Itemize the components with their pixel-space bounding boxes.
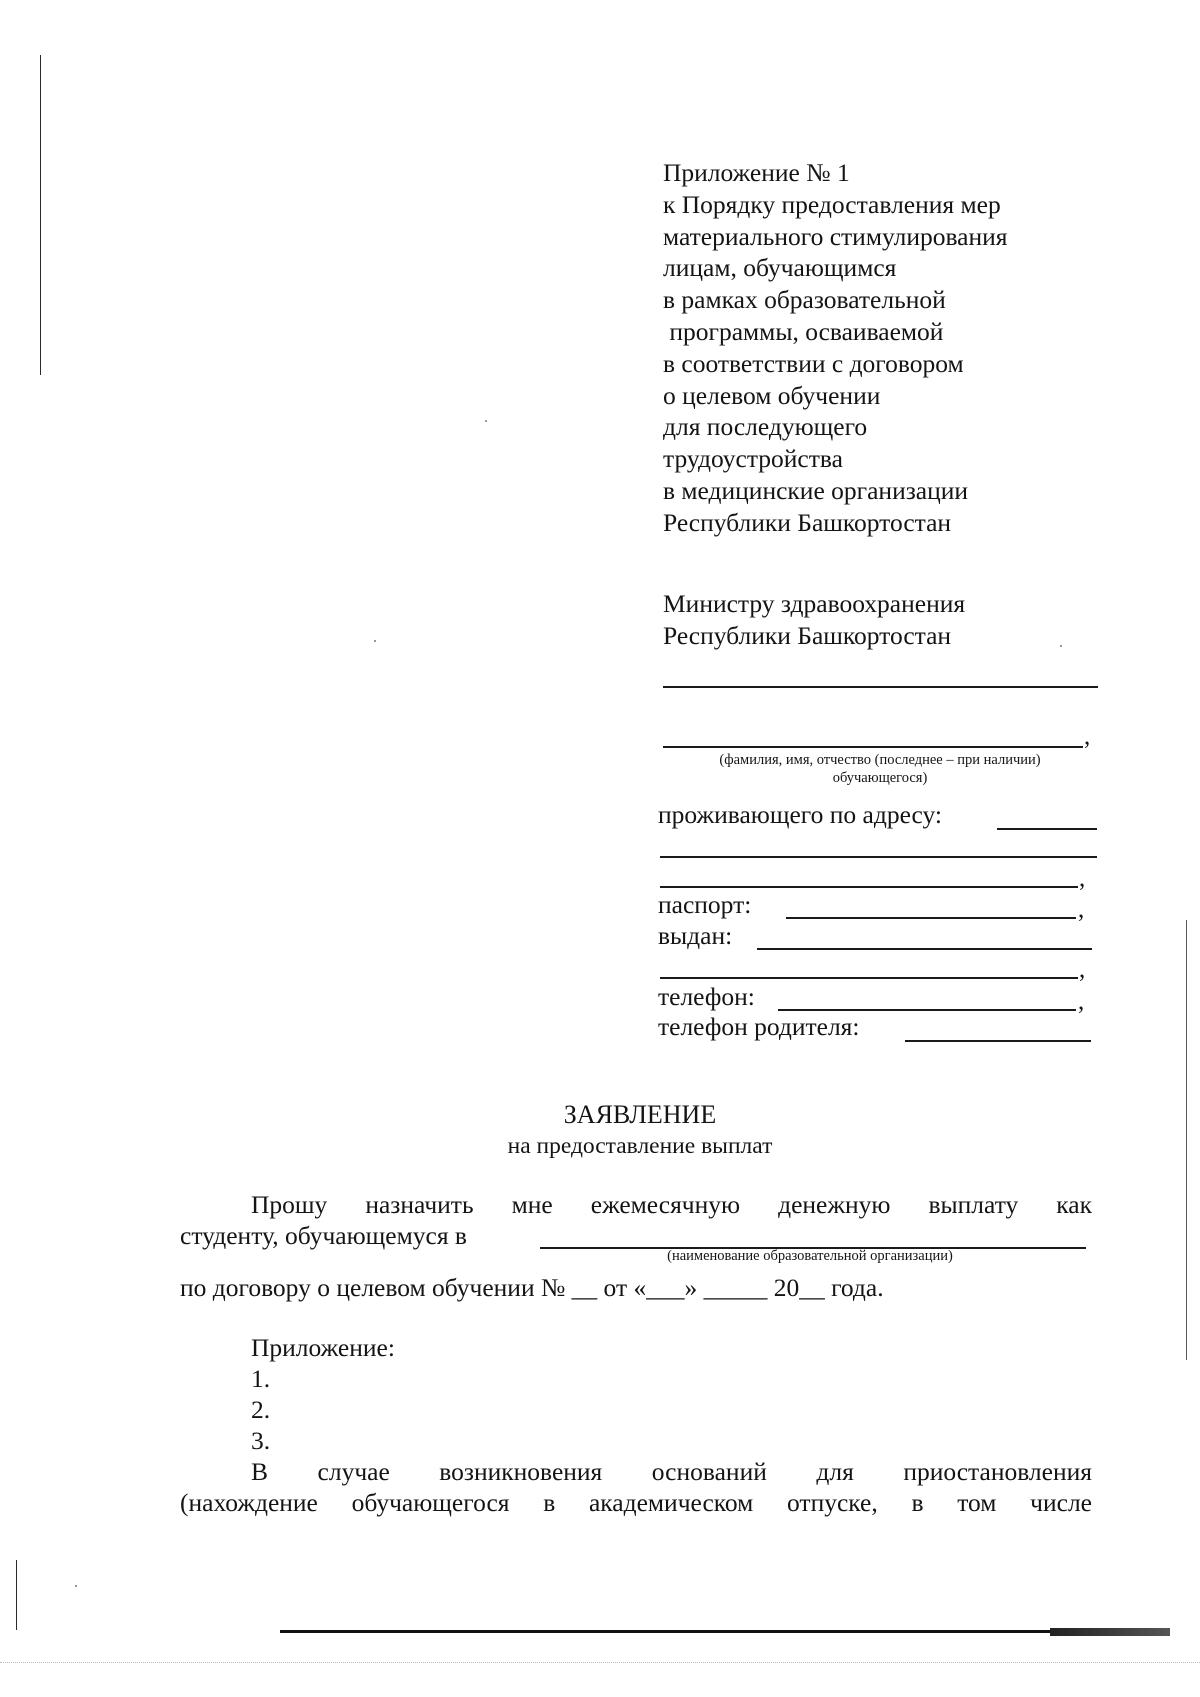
addressee-line: Министру здравоохранения xyxy=(663,589,966,618)
header-line: в соответствии с договором xyxy=(663,348,964,378)
address-line-1[interactable] xyxy=(997,828,1097,830)
fio-caption-line-1: (фамилия, имя, отчество (последнее – при наличии) xyxy=(719,752,1041,768)
suspension-line-1: В случае возникновения оснований для приостановления xyxy=(251,1457,1092,1486)
fio-comma: , xyxy=(1084,723,1091,750)
addressee-line: Республики Башкортостан xyxy=(663,620,952,650)
appendix-header xyxy=(663,157,1123,539)
attachment-item-1: 1. xyxy=(251,1364,271,1393)
fio-caption-line-2: обучающегося) xyxy=(832,770,928,786)
phone-line[interactable] xyxy=(778,1009,1076,1011)
attachments-label: Приложение: xyxy=(251,1333,395,1362)
header-line: в рамках образовательной xyxy=(663,285,946,315)
education-org-caption: (наименование образовательной организации) xyxy=(667,1248,953,1264)
contract-line: по договору о целевом обучении № __ от «___» _____ 20__ года. xyxy=(180,1273,884,1302)
document-title: ЗАЯВЛЕНИЕ xyxy=(563,1100,717,1129)
header-line: программы, осваиваемой xyxy=(663,316,944,346)
header-line: в медицинские организации xyxy=(663,475,969,505)
attachment-item-2: 2. xyxy=(251,1395,271,1424)
issued-comma: , xyxy=(1079,956,1086,983)
header-line: Приложение № 1 xyxy=(663,158,850,187)
scan-edge-line-bottom-left xyxy=(16,1560,17,1630)
address-line-3[interactable] xyxy=(660,886,1078,888)
phone-comma: , xyxy=(1078,988,1085,1015)
applicant-fio-line[interactable] xyxy=(663,746,1083,748)
attachment-item-3: 3. xyxy=(251,1426,271,1455)
header-line: к Порядку предоставления мер xyxy=(663,189,1001,219)
phone-label: телефон: xyxy=(658,982,755,1011)
fio-caption xyxy=(660,751,1100,787)
parent-phone-label: телефон родителя: xyxy=(658,1012,860,1041)
scan-edge-line-top-left xyxy=(40,55,41,375)
passport-line[interactable] xyxy=(786,917,1076,919)
scan-bottom-dotted-edge xyxy=(0,1662,1200,1664)
passport-comma: , xyxy=(1078,896,1085,923)
issued-label: выдан: xyxy=(658,921,733,950)
scan-bottom-bar-dark xyxy=(1050,1628,1170,1636)
scan-speck xyxy=(374,640,376,642)
addressee-block xyxy=(663,588,1123,652)
header-line: для последующего xyxy=(663,412,868,442)
header-line: лицам, обучающимся xyxy=(663,253,897,283)
document-subtitle: на предоставление выплат xyxy=(507,1133,773,1159)
header-line: материального стимулирования xyxy=(663,221,1008,251)
header-line: трудоустройства xyxy=(663,444,843,474)
request-line-2: студенту, обучающемуся в xyxy=(180,1221,467,1250)
parent-phone-line[interactable] xyxy=(905,1040,1091,1042)
address-line-2[interactable] xyxy=(660,856,1097,858)
scan-speck xyxy=(485,420,487,422)
scan-bottom-bar xyxy=(280,1630,1170,1633)
suspension-line-2: (нахождение обучающегося в академическом отпуске, в том числе xyxy=(180,1488,1092,1517)
issued-line-1[interactable] xyxy=(757,948,1092,950)
passport-label: паспорт: xyxy=(658,890,752,919)
request-line-1: Прошу назначить мне ежемесячную денежную выплату как xyxy=(251,1190,1092,1219)
issued-line-2[interactable] xyxy=(660,977,1078,979)
scan-speck xyxy=(75,1585,77,1587)
address-comma: , xyxy=(1079,865,1086,892)
header-line: Республики Башкортостан xyxy=(663,507,952,537)
header-line: о целевом обучении xyxy=(663,380,881,410)
minister-name-line[interactable] xyxy=(663,686,1098,688)
address-label: проживающего по адресу: xyxy=(658,800,942,829)
